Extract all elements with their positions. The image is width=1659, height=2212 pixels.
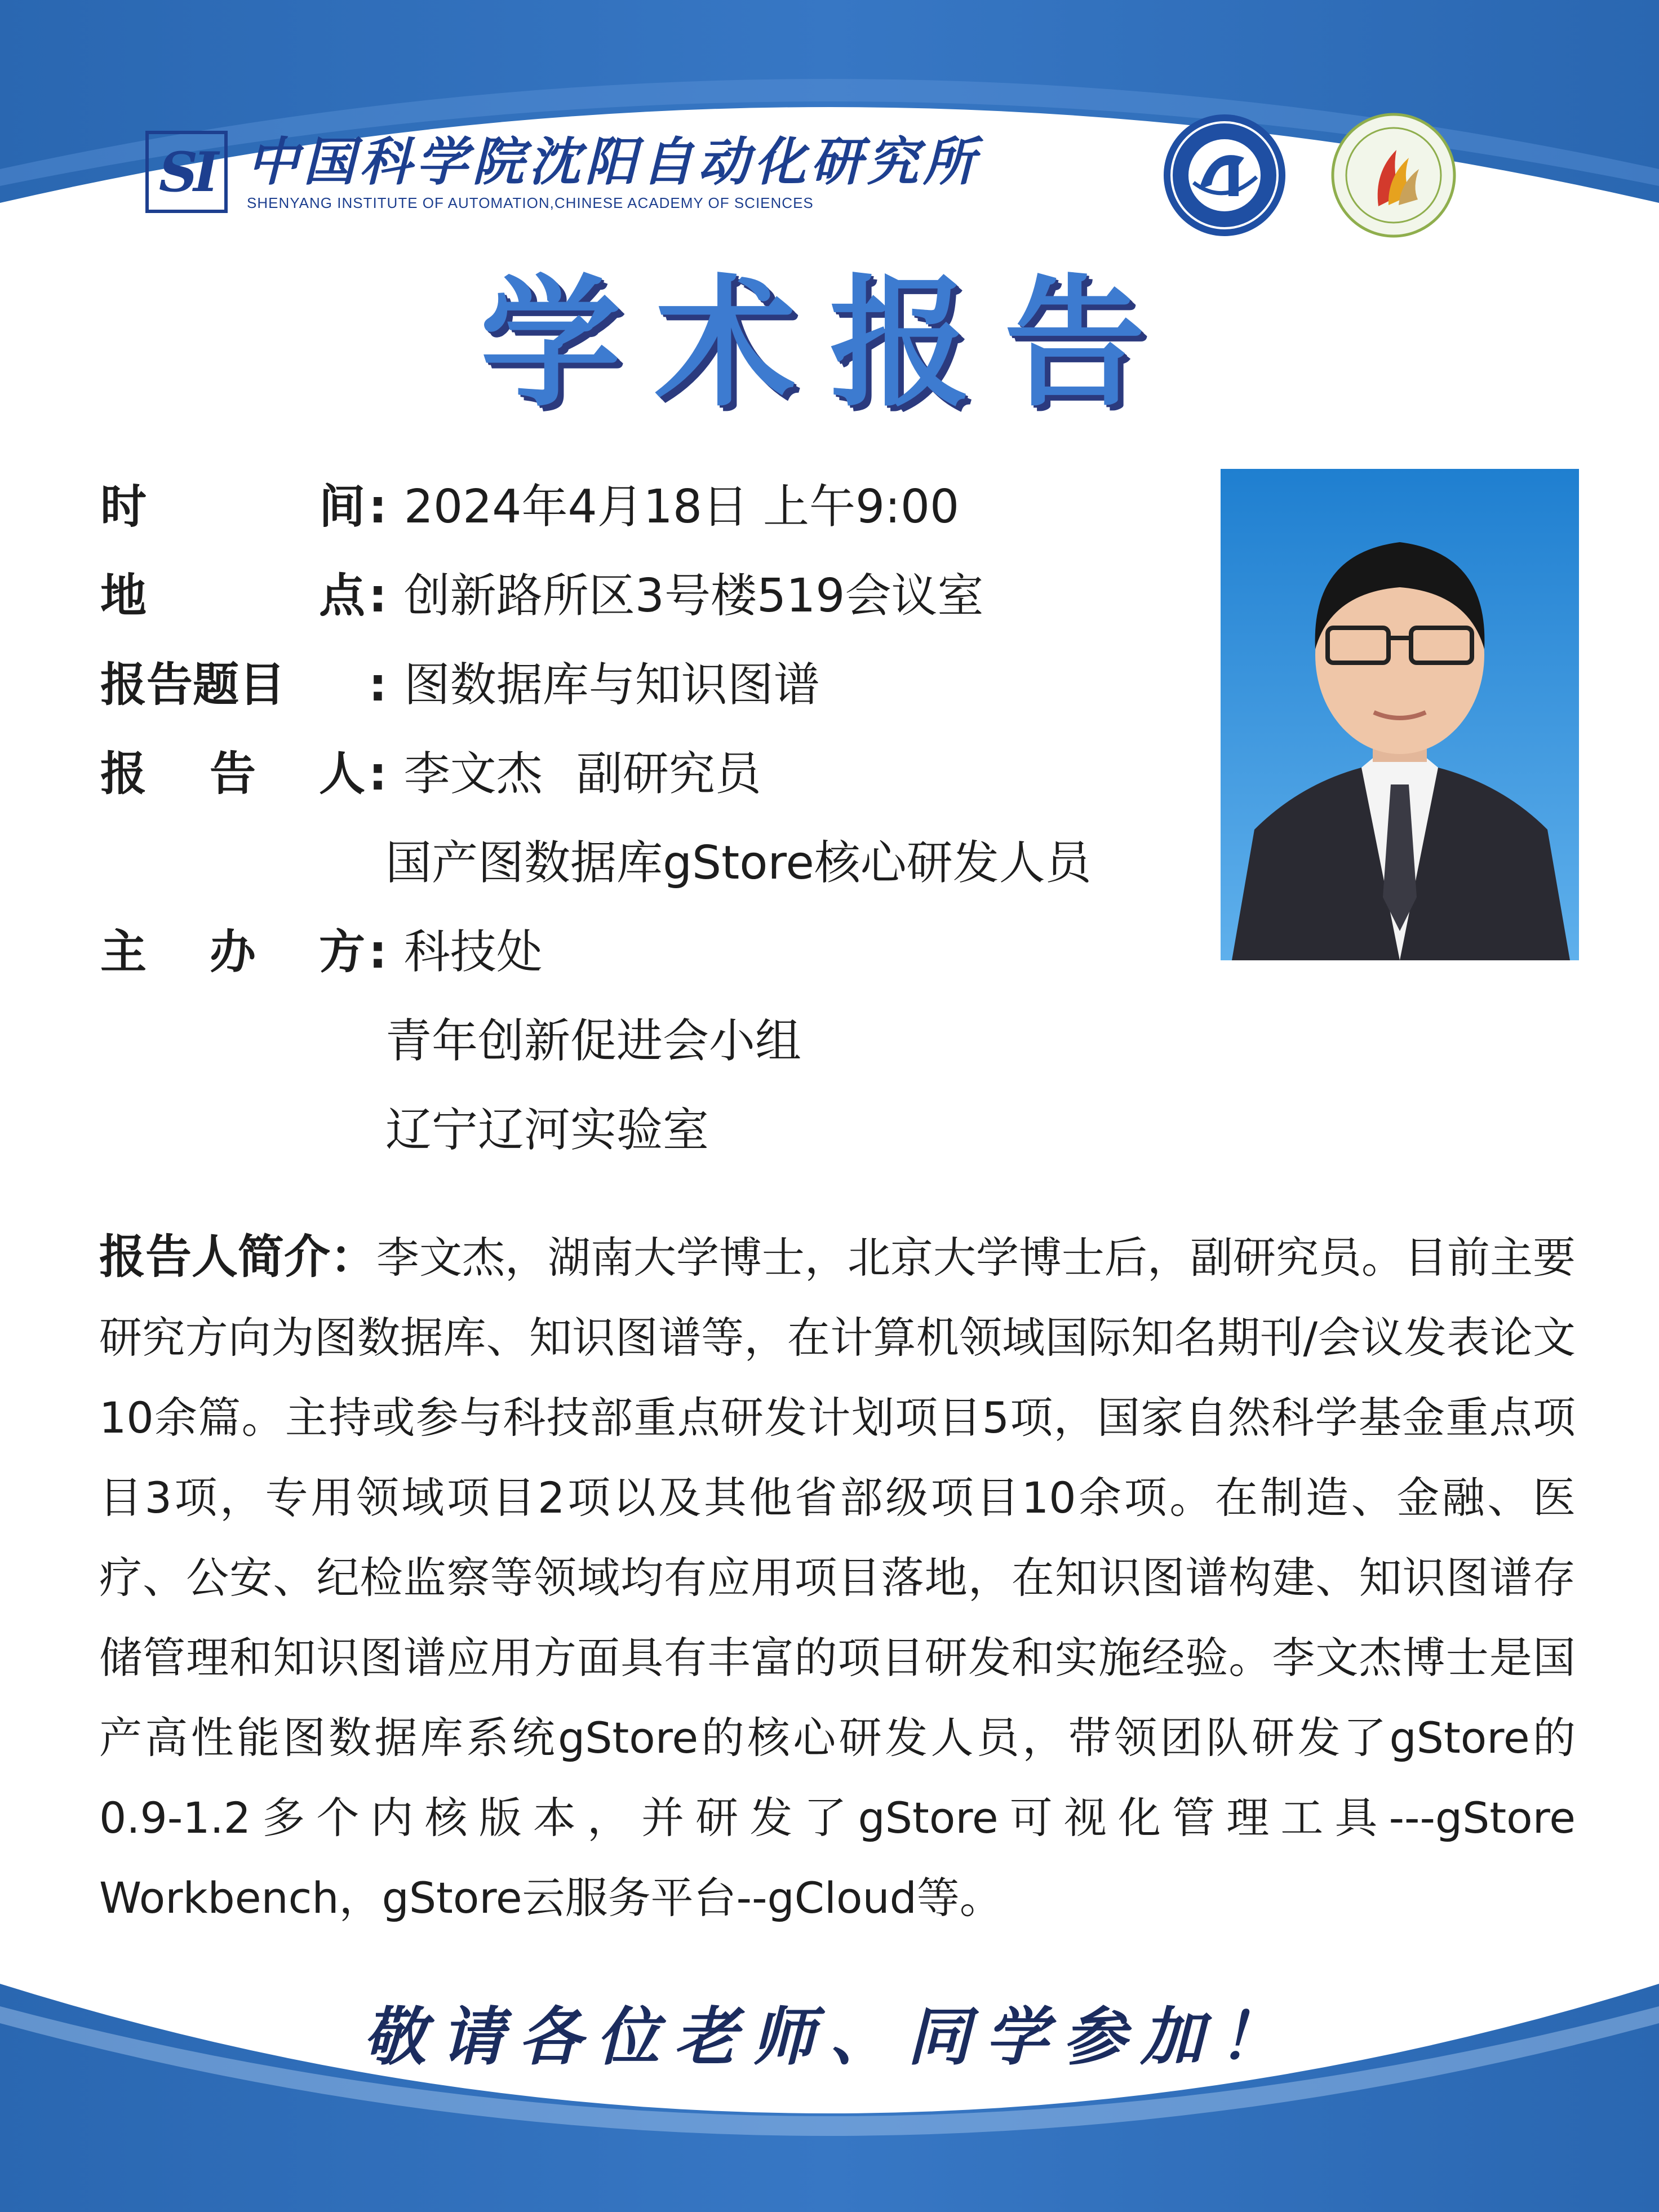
value-speaker bbox=[404, 741, 761, 808]
value-place: 创新路所区3号楼519会议室 bbox=[403, 569, 984, 623]
speaker-name: 李文杰 bbox=[403, 747, 543, 801]
institute-seal-icon bbox=[1160, 110, 1289, 240]
label-place: 地 点 bbox=[100, 569, 365, 623]
row-organizer-2 bbox=[100, 1008, 1092, 1097]
institute-logo bbox=[145, 131, 979, 213]
speaker-portrait-icon bbox=[1221, 469, 1579, 960]
speaker-role: 国产图数据库gStore核心研发人员 bbox=[385, 836, 1092, 890]
institute-name-cn: 中国科学院沈阳自动化研究所 bbox=[247, 131, 980, 192]
row-place: 地 点 : 创新路所区3号楼519会议室 bbox=[100, 562, 1092, 651]
row-speaker-role bbox=[100, 830, 1092, 919]
row-topic: 报告题目 : 图数据库与知识图谱 bbox=[100, 651, 1092, 741]
label-time: 时 间 bbox=[100, 480, 365, 534]
event-info bbox=[100, 473, 1092, 1186]
closing-invitation: 敬请各位老师、同学参加！ bbox=[363, 2000, 1296, 2074]
value-topic: 图数据库与知识图谱 bbox=[403, 658, 820, 712]
label-topic: 报告题目 bbox=[100, 658, 286, 712]
organizer-item: 青年创新促进会小组 bbox=[385, 1014, 802, 1068]
organizer-item: 科技处 bbox=[403, 925, 543, 979]
speaker-title: 副研究员 bbox=[576, 747, 761, 801]
page-title: 学术报告 bbox=[480, 261, 1179, 425]
logo-text bbox=[247, 132, 979, 212]
value-time: 2024年4月18日 上午9:00 bbox=[403, 480, 960, 534]
row-speaker: 报 告 人 : 李文杰 副研究员 bbox=[100, 741, 1092, 830]
institute-name-en: SHENYANG INSTITUTE OF AUTOMATION,CHINESE ACADEMY OF SCIENCES bbox=[247, 194, 814, 211]
bio-text: 李文杰，湖南大学博士，北京大学博士后，副研究员。目前主要研究方向为图数据库、知识图谱等，在计算机领域国际知名期刊/会议发表论文10余篇。主持或参与科技部重点研发计划项目5项，国家自然科学基金重点项目3项，专用领域项目2项以及其他省部级项目10余项。在制造、金融、医疗、公安、纪检监察等领域均有应用项目落地，在知识图谱构建、知识图谱存储管理和知识图谱应用方面具有丰富的项目研发和实施经验。李文杰博士是国产高性能图数据库系统gStore的核心研发人员，带领团队研发了gStore的0.9-1.2多个内核版本，并研发了gStore可视化管理工具---gStore Workbench，gStore云服务平台--gCloud等。 bbox=[99, 1233, 1576, 1923]
label-organizer: 主 办 方 bbox=[100, 925, 365, 979]
row-time: 时 间 : 2024年4月18日 上午9:00 bbox=[100, 473, 1092, 562]
organizer-item: 辽宁辽河实验室 bbox=[385, 1103, 709, 1157]
youth-promotion-association-seal-icon bbox=[1329, 110, 1458, 240]
logo-mark-text: SI bbox=[158, 140, 215, 204]
institute-logo-mark bbox=[145, 131, 228, 213]
row-organizer: 主 办 方 : 科技处 bbox=[100, 919, 1092, 1008]
speaker-bio bbox=[99, 1217, 1576, 1938]
row-organizer-3 bbox=[100, 1097, 1092, 1186]
label-speaker: 报 告 人 bbox=[100, 747, 365, 801]
bio-label: 报告人简介： bbox=[99, 1230, 377, 1284]
